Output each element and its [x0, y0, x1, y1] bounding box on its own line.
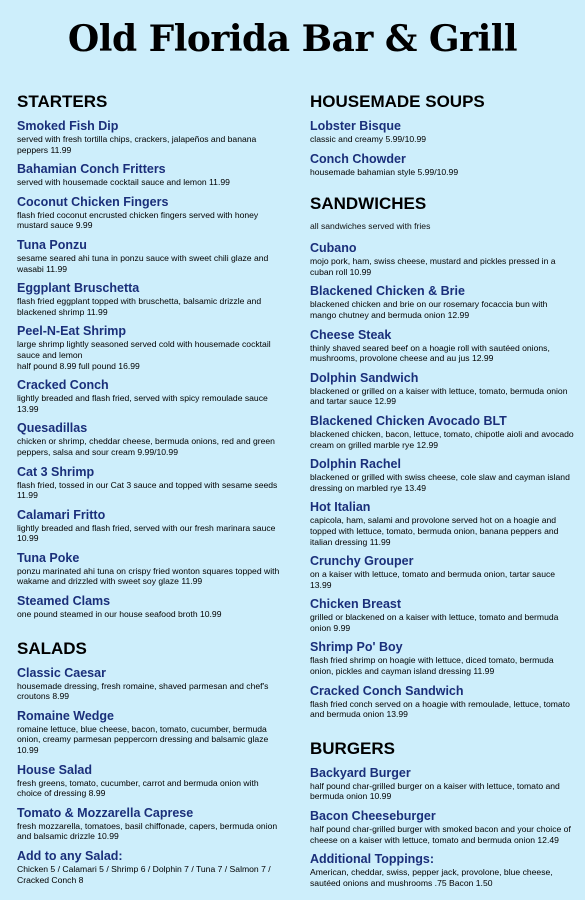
- menu-item: [17, 806, 284, 842]
- menu-item-name: Cheese Steak: [310, 327, 392, 342]
- menu-item-description: thinly shaved seared beef on a hoagie roll with sautéed onions, mushrooms, provolone cheese and au jus 12.99: [310, 342, 550, 364]
- menu-title: Old Florida Bar & Grill: [67, 18, 518, 60]
- menu-item-description: flash fried coconut encrusted chicken fingers served with honey mustard sauce 9.99: [17, 209, 259, 231]
- menu-item: [17, 849, 284, 885]
- menu-item-description: fresh mozzarella, tomatoes, basil chiffonade, capers, bermuda onion and balsamic drizzle 10.99: [17, 820, 278, 842]
- menu-item: [310, 152, 576, 178]
- menu-item-name: Bacon Cheeseburger: [310, 809, 436, 824]
- menu-item-description: flash fried, tossed in our Cat 3 sauce and topped with sesame seeds 11.99: [17, 479, 278, 501]
- section-heading-soups: HOUSEMADE SOUPS: [310, 92, 485, 111]
- menu-item: [17, 162, 284, 188]
- menu-item-name: Eggplant Bruschetta: [17, 281, 140, 296]
- menu-item: [17, 508, 284, 544]
- menu-item-name: Blackened Chicken & Brie: [310, 284, 465, 299]
- menu-item-description: lightly breaded and flash fried, served with spicy remoulade sauce 13.99: [17, 393, 268, 414]
- right-column: [310, 92, 576, 895]
- menu-item-name: Tuna Poke: [17, 550, 80, 565]
- menu-item-name: Coconut Chicken Fingers: [17, 194, 169, 209]
- menu-item-description: grilled or blackened on a kaiser with lettuce, tomato and bermuda onion 9.99: [310, 612, 559, 633]
- sandwiches-note: all sandwiches served with fries: [310, 221, 431, 232]
- menu-item: [17, 421, 284, 457]
- menu-item-description: blackened or grilled with swiss cheese, cole slaw and cayman island dressing on marbled rye 13.49: [310, 472, 570, 493]
- salads-list: [17, 666, 284, 886]
- menu-item-description: on a kaiser with lettuce, tomato and bermuda onion, tartar sauce 13.99: [310, 569, 556, 590]
- menu-item-description: romaine lettuce, blue cheese, bacon, tomato, cucumber, bermuda onion, creamy parmesan peppercorn dressing and balsamic glaze 10.99: [17, 723, 269, 756]
- menu-item-name: Shrimp Po' Boy: [310, 640, 403, 655]
- menu-item-name: Calamari Fritto: [17, 507, 106, 522]
- menu-item: [310, 457, 576, 493]
- menu-item: [310, 119, 576, 145]
- menu-item-name: Add to any Salad:: [17, 849, 123, 863]
- menu-item: [310, 766, 576, 802]
- menu-item-description: served with housemade cocktail sauce and lemon 11.99: [17, 177, 230, 188]
- section-heading-starters: STARTERS: [17, 92, 108, 111]
- menu-item-name: Lobster Bisque: [310, 119, 401, 133]
- menu-item-name: Cat 3 Shrimp: [17, 464, 95, 479]
- menu-item: [310, 809, 576, 845]
- menu-item-description: housemade bahamian style 5.99/10.99: [310, 166, 459, 177]
- menu-item-description: chicken or shrimp, cheddar cheese, bermuda onions, red and green peppers, salsa and sour cream 9.99/10.99: [17, 436, 275, 457]
- menu-item-name: Dolphin Sandwich: [310, 370, 419, 385]
- menu-item-description: half pound char-grilled burger with smoked bacon and your choice of cheese on a kaiser with lettuce, tomato and bermuda onion 12.49: [310, 824, 571, 845]
- menu-item: [310, 500, 576, 547]
- menu-item-name: Peel-N-Eat Shrimp: [17, 324, 127, 339]
- menu-item: [310, 328, 576, 364]
- menu-item-description: sesame seared ahi tuna in ponzu sauce with sweet chili glaze and wasabi 11.99: [17, 252, 269, 274]
- sandwiches-list: [310, 241, 576, 720]
- menu-item-description: fresh greens, tomato, cucumber, carrot and bermuda onion with choice of dressing 8.99: [17, 777, 259, 799]
- menu-item: [310, 597, 576, 633]
- menu-item-description: mojo pork, ham, swiss cheese, mustard and pickles pressed in a cuban roll 10.99: [310, 256, 556, 277]
- menu-item-name: House Salad: [17, 762, 93, 777]
- menu-item-name: Dolphin Rachel: [310, 457, 401, 472]
- menu-item-description: capicola, ham, salami and provolone served hot on a hoagie and topped with lettuce, tomato, bermuda onion, banana peppers and italian dressing 11.99: [310, 515, 559, 547]
- menu-item-description: classic and creamy 5.99/10.99: [310, 134, 427, 144]
- menu-item: [17, 551, 284, 587]
- menu-item: [310, 284, 576, 320]
- menu-item-name: Romaine Wedge: [17, 708, 115, 723]
- menu-item: [310, 414, 576, 450]
- menu-item: [310, 852, 576, 888]
- section-heading-sandwiches: SANDWICHES: [310, 194, 427, 214]
- menu-item-name: Blackened Chicken Avocado BLT: [310, 413, 507, 428]
- menu-item-description: ponzu marinated ahi tuna on crispy fried wonton squares topped with wakame and drizzled with sweet soy glaze 11.99: [17, 565, 280, 587]
- menu-item: [310, 684, 576, 720]
- menu-item-name: Conch Chowder: [310, 151, 406, 166]
- menu-item-description: blackened or grilled on a kaiser with lettuce, tomato, bermuda onion and tartar sauce 12.99: [310, 385, 568, 407]
- menu-item-description: blackened chicken, bacon, lettuce, tomato, chipotle aioli and avocado cream on grilled marble rye 12.99: [310, 428, 574, 450]
- menu-item: [17, 324, 284, 371]
- menu-item-description: lightly breaded and flash fried, served with our fresh marinara sauce 10.99: [17, 522, 276, 544]
- menu-item: [17, 238, 284, 274]
- menu-item: [17, 465, 284, 501]
- menu-item-description: flash fried shrimp on hoagie with lettuce, diced tomato, bermuda onion, pickles and cayman island dressing 11.99: [310, 655, 554, 677]
- menu-item-name: Cracked Conch Sandwich: [310, 683, 464, 698]
- soups-list: [310, 119, 576, 177]
- menu-item-name: Quesadillas: [17, 421, 88, 436]
- menu-item: [310, 554, 576, 590]
- menu-item-name: Tomato & Mozzarella Caprese: [17, 805, 194, 820]
- section-heading-burgers: BURGERS: [310, 738, 396, 758]
- starters-list: [17, 119, 284, 620]
- menu-item-name: Steamed Clams: [17, 594, 111, 609]
- menu-item-name: Crunchy Grouper: [310, 554, 414, 569]
- menu-item: [17, 119, 284, 155]
- menu-item: [310, 640, 576, 676]
- menu-item: [17, 594, 284, 620]
- menu-item: [17, 195, 284, 231]
- menu-item-description: large shrimp lightly seasoned served cold with housemade cocktail sauce and lemon: [17, 339, 271, 360]
- menu-item-description: half pound char-grilled burger on a kaiser with lettuce, tomato and bermuda onion 10.99: [310, 780, 560, 802]
- menu-item-name: Cracked Conch: [17, 378, 109, 393]
- section-heading-salads: SALADS: [17, 638, 87, 658]
- menu-item: [17, 281, 284, 317]
- menu-item: [17, 378, 284, 414]
- menu-item-description: housemade dressing, fresh romaine, shaved parmesan and chef's croutons 8.99: [17, 680, 269, 702]
- menu-item: [310, 241, 576, 277]
- menu-item: [17, 666, 284, 702]
- menu-item-name: Additional Toppings:: [310, 852, 435, 867]
- menu-item-name: Chicken Breast: [310, 597, 402, 612]
- menu-item-name: Tuna Ponzu: [17, 237, 87, 252]
- menu-item: [17, 709, 284, 756]
- menu-item-name: Smoked Fish Dip: [17, 119, 119, 133]
- left-column: [17, 92, 284, 892]
- menu-item: [17, 763, 284, 799]
- menu-item-description: flash fried conch served on a hoagie with remoulade, lettuce, tomato and bermuda onion 13.99: [310, 698, 570, 720]
- menu-item-name: Backyard Burger: [310, 765, 411, 780]
- menu-item-name: Classic Caesar: [17, 665, 106, 680]
- burgers-list: [310, 766, 576, 889]
- menu-item-description: blackened chicken and brie on our rosemary focaccia bun with mango chutney and bermuda onion 12.99: [310, 299, 548, 320]
- menu-item-price-options: half pound 8.99 full pound 16.99: [17, 360, 140, 371]
- menu-item-description: Chicken 5 / Calamari 5 / Shrimp 6 / Dolphin 7 / Tuna 7 / Salmon 7 / Cracked Conch 8: [17, 864, 271, 885]
- menu-item-description: one pound steamed in our house seafood broth 10.99: [17, 609, 222, 620]
- menu-item-description: served with fresh tortilla chips, crackers, jalapeños and banana peppers 11.99: [17, 134, 257, 155]
- menu-item: [310, 371, 576, 407]
- menu-item-description: flash fried eggplant topped with bruschetta, balsamic drizzle and blackened shrimp 11.99: [17, 296, 262, 317]
- menu-item-description: American, cheddar, swiss, pepper jack, provolone, blue cheese, sautéed onions and mushrooms .75 Bacon 1.50: [310, 867, 553, 888]
- menu-item-name: Bahamian Conch Fritters: [17, 162, 166, 177]
- menu-item-name: Hot Italian: [310, 500, 371, 515]
- menu-item-name: Cubano: [310, 241, 357, 256]
